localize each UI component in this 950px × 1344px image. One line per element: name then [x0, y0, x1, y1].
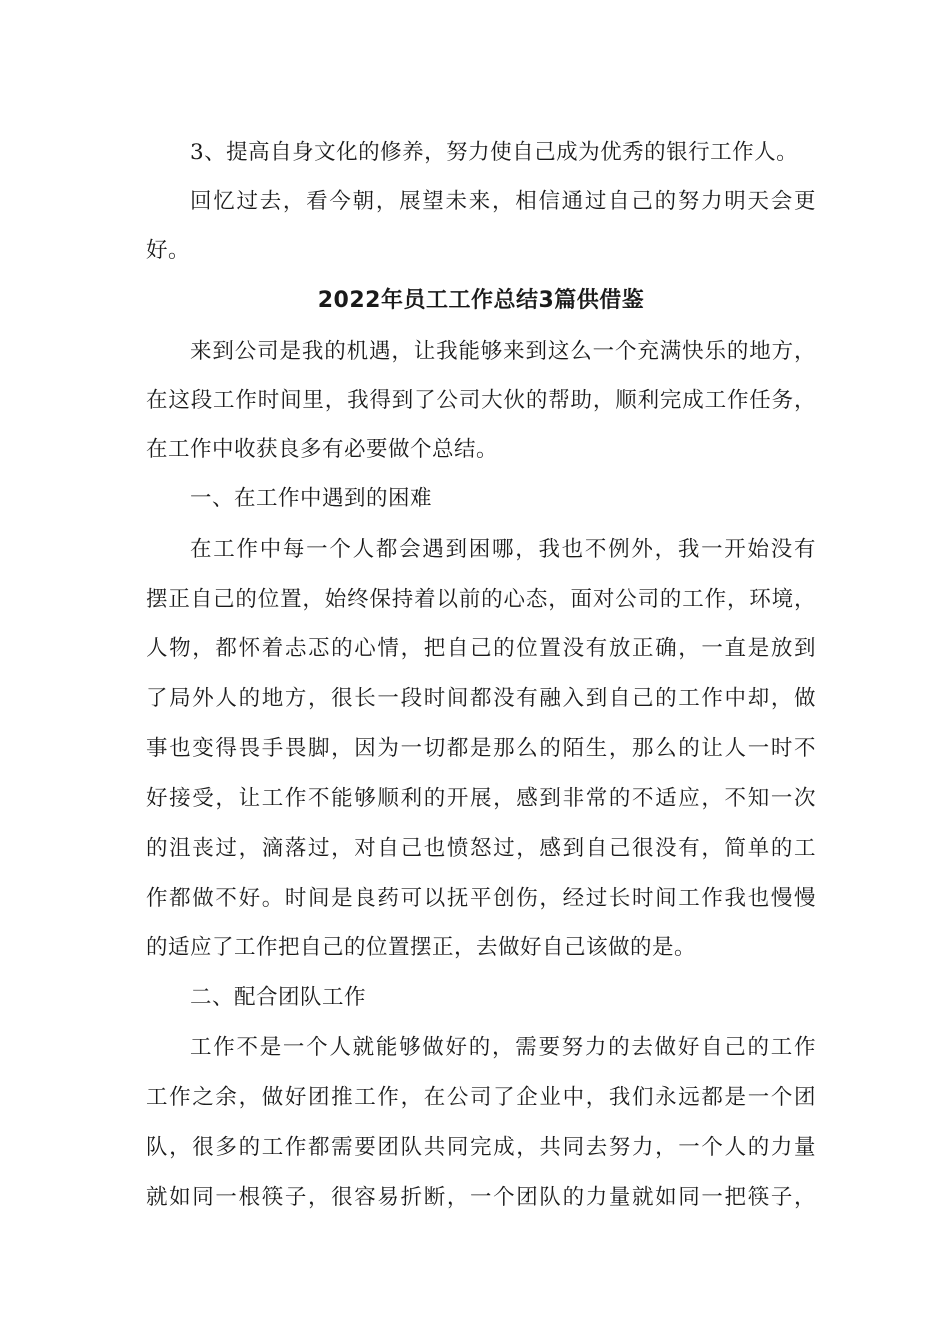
paragraph-line: 工作之余，做好团推工作，在公司了企业中，我们永远都是一个团 [146, 1085, 816, 1110]
paragraph-line: 作都做不好。时间是良药可以抚平创伤，经过长时间工作我也慢慢 [146, 886, 816, 911]
paragraph-line: 回忆过去，看今朝，展望未来，相信通过自己的努力明天会更 [190, 189, 816, 214]
paragraph-line: 在工作中收获良多有必要做个总结。 [146, 437, 499, 462]
section-heading: 一、在工作中遇到的困难 [190, 486, 433, 511]
paragraph-line: 的沮丧过，滴落过，对自己也愤怒过，感到自己很没有，简单的工 [146, 836, 816, 861]
paragraph-line: 就如同一根筷子，很容易折断，一个团队的力量就如同一把筷子， [146, 1185, 816, 1210]
paragraph-line: 摆正自己的位置，始终保持着以前的心态，面对公司的工作，环境， [146, 587, 816, 612]
paragraph-line: 好接受，让工作不能够顺利的开展，感到非常的不适应，不知一次 [146, 786, 816, 811]
document-title: 2022年员工工作总结3篇供借鉴 [317, 288, 645, 313]
paragraph-line: 在这段工作时间里，我得到了公司大伙的帮助，顺利完成工作任务， [146, 388, 816, 413]
paragraph-line: 好。 [146, 238, 191, 263]
paragraph-line: 队，很多的工作都需要团队共同完成，共同去努力，一个人的力量 [146, 1135, 816, 1160]
paragraph-line: 在工作中每一个人都会遇到困哪，我也不例外，我一开始没有 [190, 537, 816, 562]
paragraph-line: 人物，都怀着忐忑的心情，把自己的位置没有放正确，一直是放到 [146, 636, 816, 661]
paragraph-line: 的适应了工作把自己的位置摆正，去做好自己该做的是。 [146, 935, 697, 960]
paragraph-line: 工作不是一个人就能够做好的，需要努力的去做好自己的工作 [190, 1035, 816, 1060]
paragraph-line: 3、提高自身文化的修养，努力使自己成为优秀的银行工作人。 [190, 140, 799, 165]
paragraph-line: 事也变得畏手畏脚，因为一切都是那么的陌生，那么的让人一时不 [146, 736, 816, 761]
section-heading: 二、配合团队工作 [190, 985, 367, 1010]
paragraph-line: 了局外人的地方，很长一段时间都没有融入到自己的工作中却，做 [146, 686, 816, 711]
paragraph-line: 来到公司是我的机遇，让我能够来到这么一个充满快乐的地方， [190, 339, 816, 364]
